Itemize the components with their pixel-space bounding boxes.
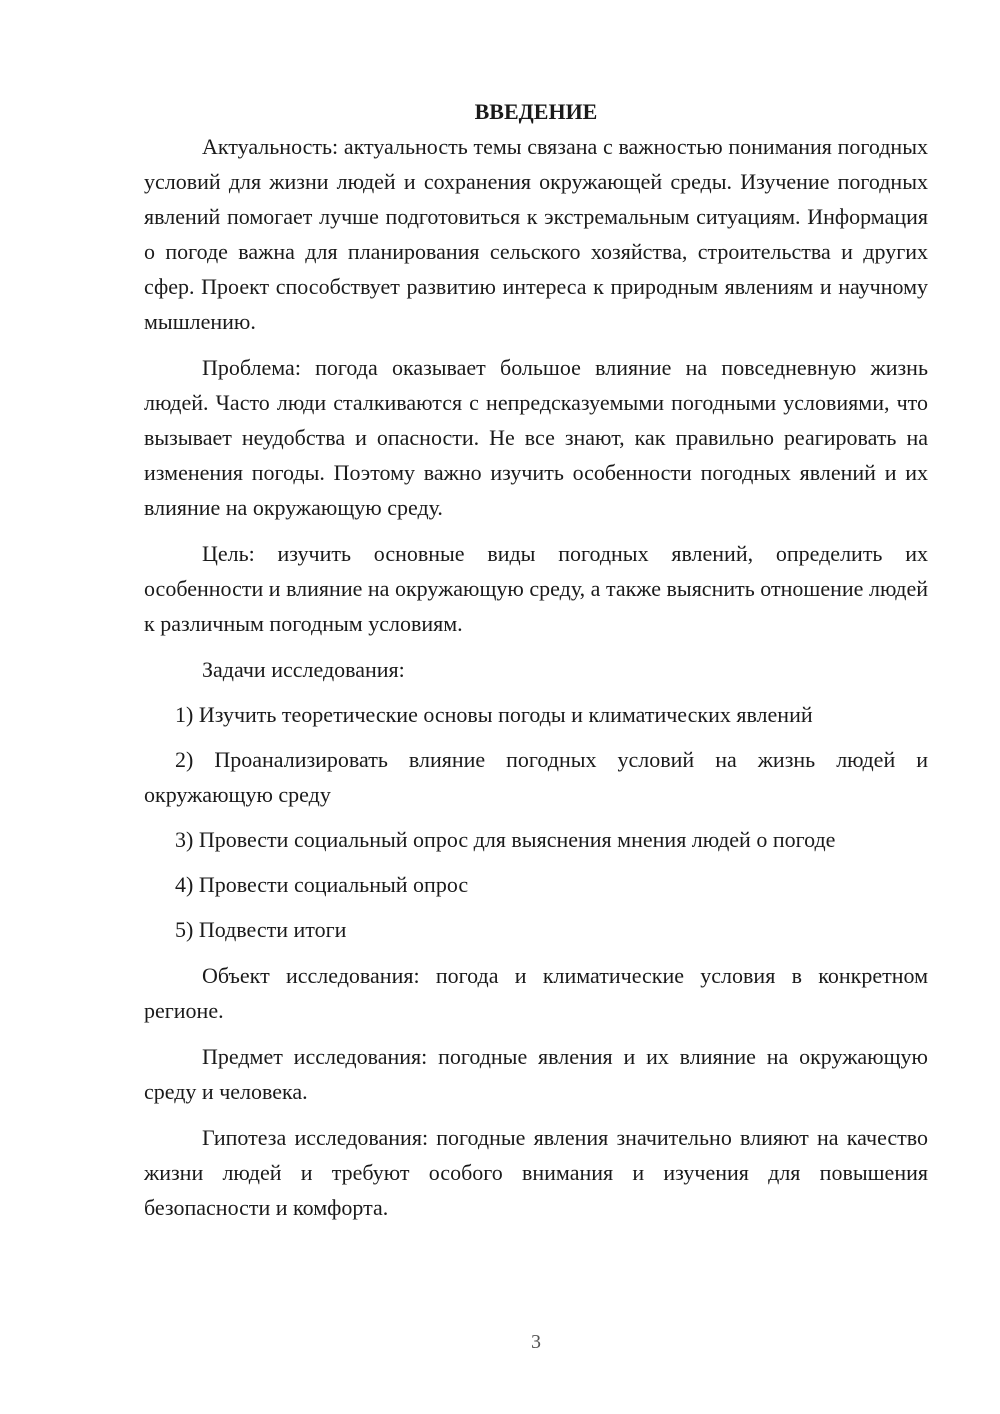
paragraph-object: Объект исследования: погода и климатические условия в конкретном регионе.: [144, 963, 928, 1023]
paragraph-relevance: Актуальность: актуальность темы связана с важностью понимания погодных условий для жизни людей и сохранения окружающей среды. Изучение погодных явлений помогает лучше подготовиться к экстремальным ситуациям. Информация о погоде важна для планирования сельского хозяйства, строительства и других сфер. Проект способствует развитию интереса к природным явлениям и научному мышлению.: [144, 134, 928, 334]
task-item-1: 1) Изучить теоретические основы погоды и климатических явлений: [175, 702, 813, 727]
task-item-2: 2) Проанализировать влияние погодных условий на жизнь людей и окружающую среду: [144, 747, 928, 807]
task-item-5: 5) Подвести итоги: [175, 917, 347, 942]
section-title: ВВЕДЕНИЕ: [474, 99, 598, 124]
paragraph-problem: Проблема: погода оказывает большое влияние на повседневную жизнь людей. Часто люди сталкиваются с непредсказуемыми погодными условиями, что вызывает неудобства и опасности. Не все знают, как правильно реагировать на изменения погоды. Поэтому важно изучить особенности погодных явлений и их влияние на окружающую среду.: [144, 355, 928, 520]
paragraph-hypothesis: Гипотеза исследования: погодные явления значительно влияют на качество жизни людей и требуют особого внимания и изучения для повышения безопасности и комфорта.: [144, 1125, 928, 1220]
paragraph-goal: Цель: изучить основные виды погодных явлений, определить их особенности и влияние на окружающую среду, а также выяснить отношение людей к различным погодным условиям.: [144, 541, 928, 636]
task-item-4: 4) Провести социальный опрос: [175, 872, 469, 897]
page-number: 3: [531, 1331, 541, 1353]
paragraph-subject: Предмет исследования: погодные явления и их влияние на окружающую среду и человека.: [144, 1044, 928, 1104]
tasks-heading: Задачи исследования:: [202, 657, 405, 682]
task-item-3: 3) Провести социальный опрос для выяснения мнения людей о погоде: [175, 827, 836, 852]
document-page: [144, 94, 928, 1225]
